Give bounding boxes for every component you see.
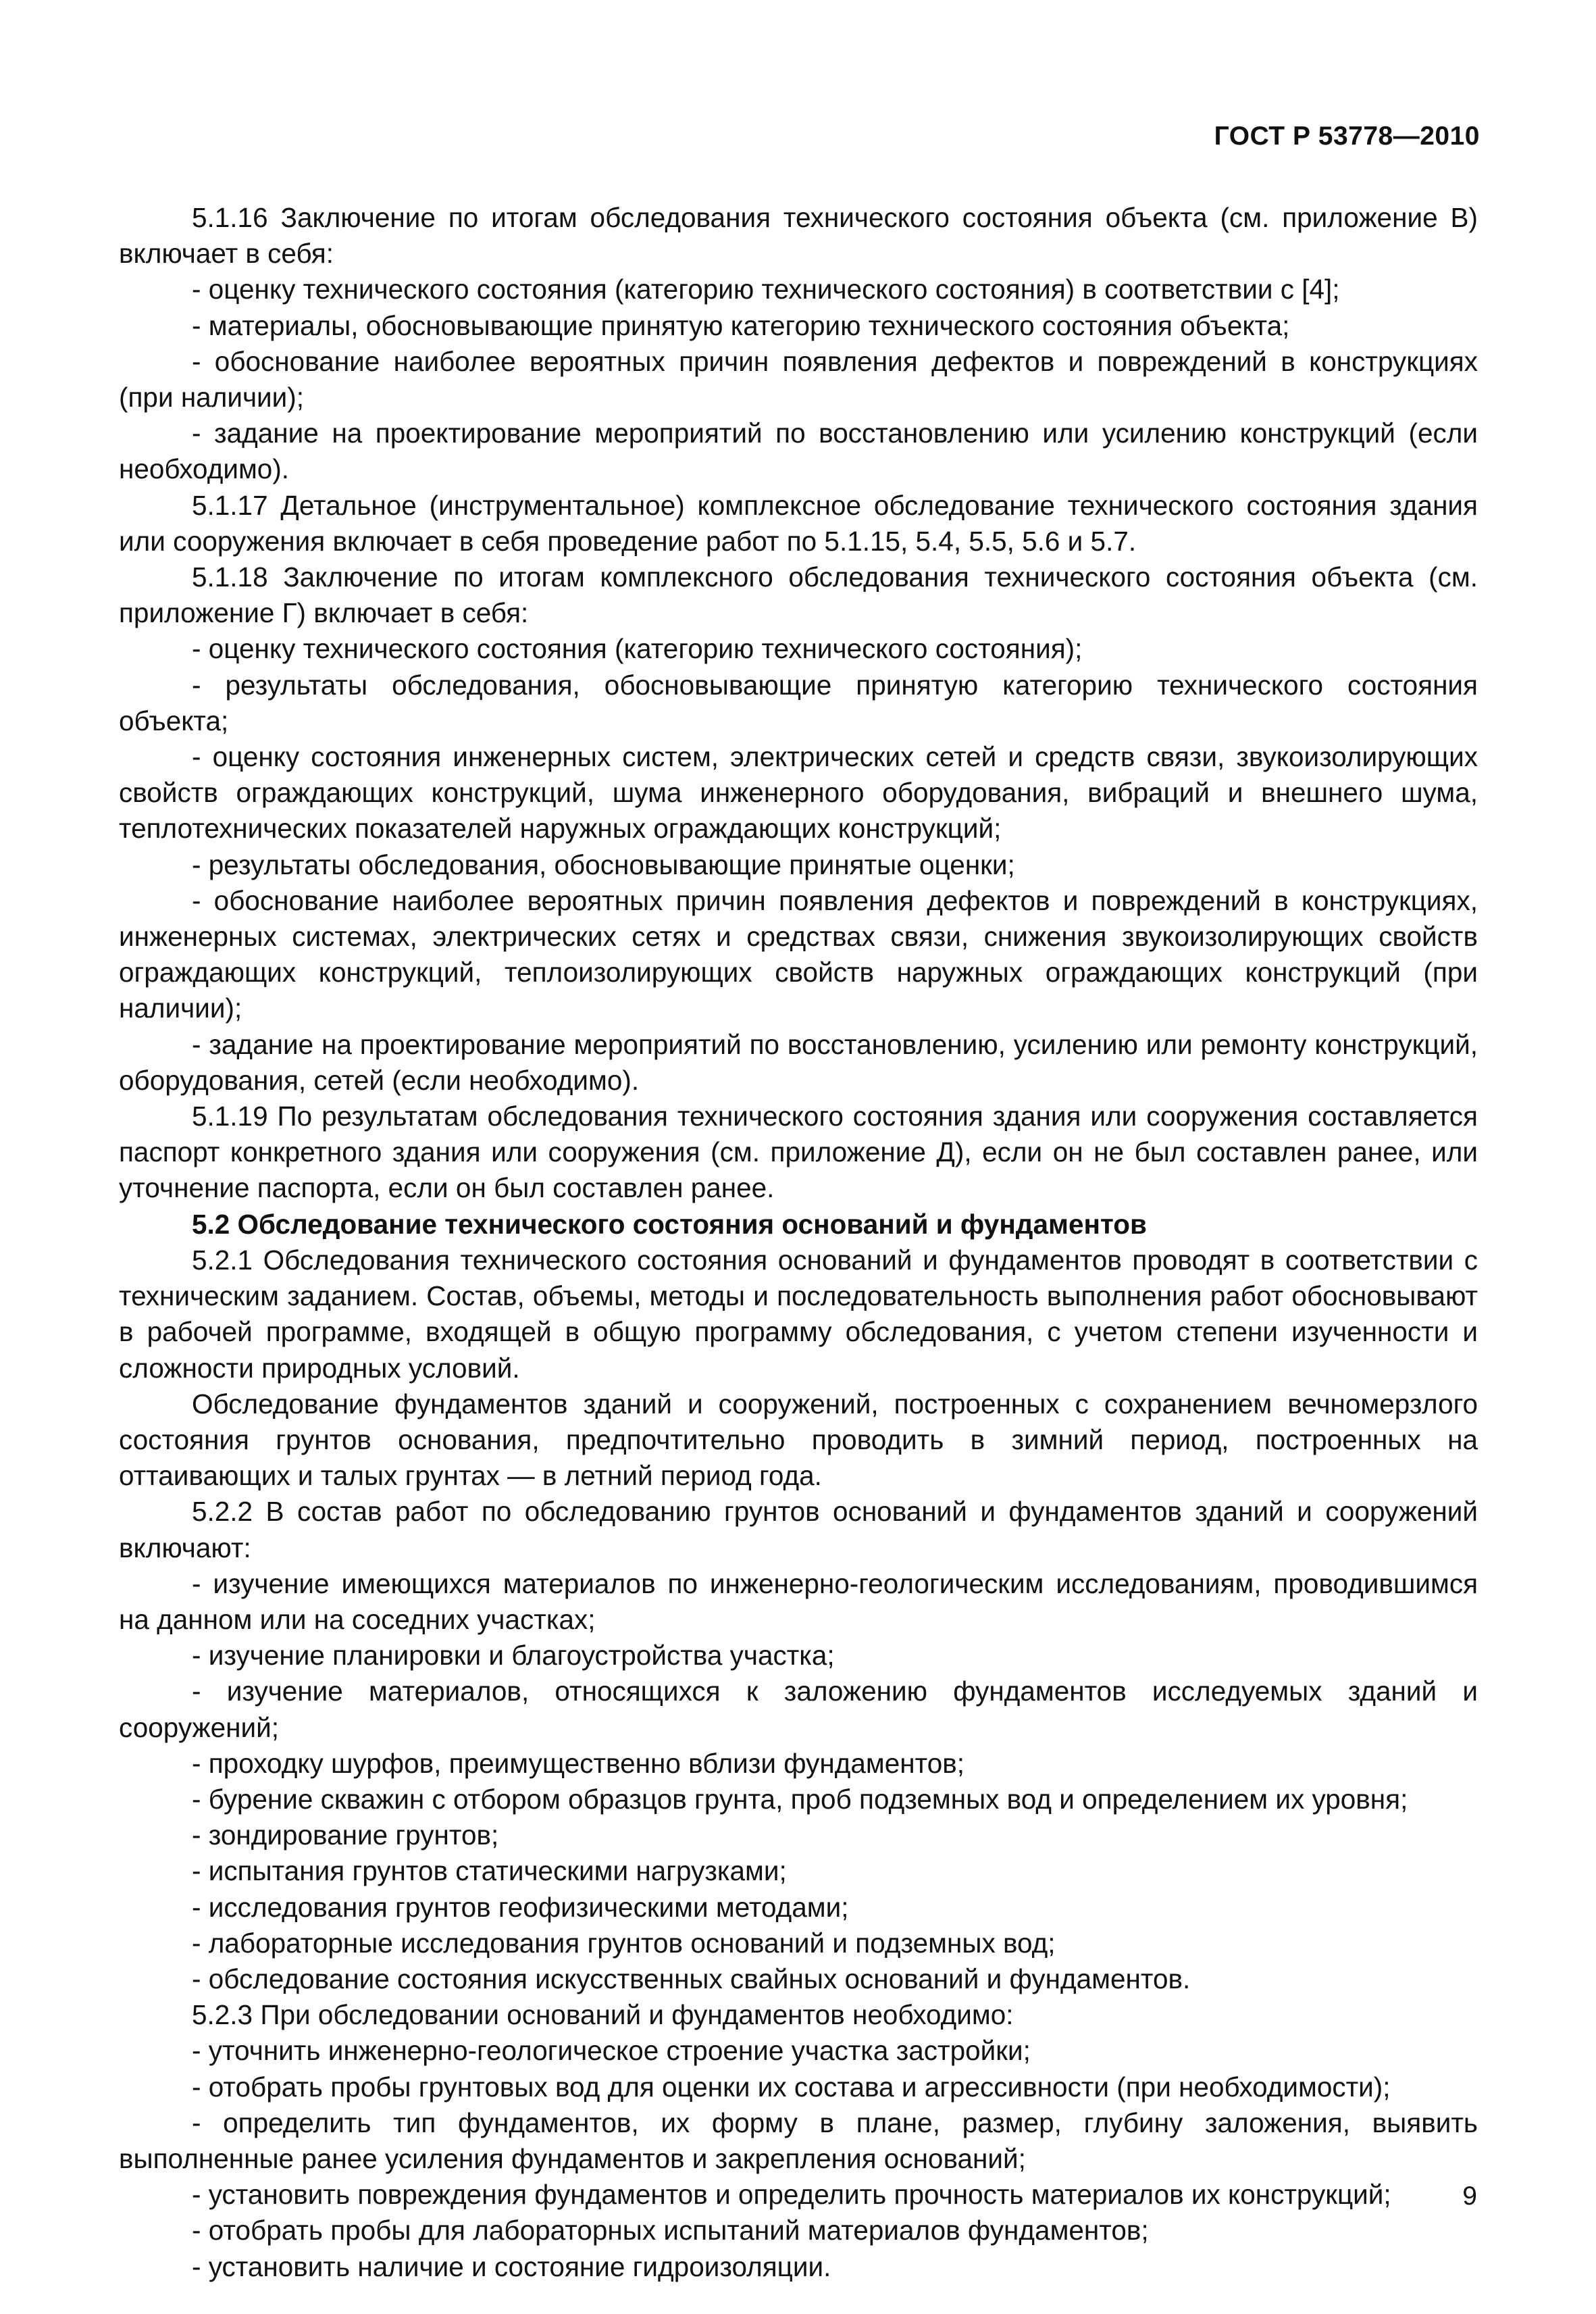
list-item: - оценку состояния инженерных систем, электрических сетей и средств связи, звукоизолирующих свойств ограждающих конструкций, шума инженерного оборудования, вибраций и внешнего шума, теплотехнических показателей наружных ограждающих конструкций; (119, 741, 1478, 845)
section-heading-5-2: 5.2 Обследование технического состояния оснований и фундаментов (192, 1208, 1147, 1240)
list-item: - отобрать пробы для лабораторных испытаний материалов фундаментов; (192, 2215, 1149, 2246)
list-item: - обоснование наиболее вероятных причин появления дефектов и повреждений в конструкциях (при наличии); (119, 345, 1478, 413)
paragraph: Обследование фундаментов зданий и сооружений, построенных с сохранением вечномерзлого состояния грунтов основания, предпочтительно проводить в зимний период, построенных на оттаивающих и талых грунтах — в летний период года. (119, 1388, 1478, 1492)
list-item: - обоснование наиболее вероятных причин появления дефектов и повреждений в конструкциях, инженерных системах, электрических сетях и средствах связи, снижения звукоизолирующих свойств ограждающих конструкций, теплоизолирующих свойств наружных ограждающих конструкций (при наличии); (119, 884, 1478, 1024)
list-item: - изучение имеющихся материалов по инженерно-геологическим исследованиям, проводившимся на данном или на соседних участках; (119, 1567, 1478, 1635)
list-item: - определить тип фундаментов, их форму в плане, размер, глубину заложения, выявить выполненные ранее усиления фундаментов и закрепления оснований; (119, 2107, 1478, 2174)
list-item: - установить повреждения фундаментов и определить прочность материалов их конструкций; (192, 2179, 1391, 2211)
paragraph-5-1-17: 5.1.17 Детальное (инструментальное) комплексное обследование технического состояния здания или сооружения включает в себя проведение работ по 5.1.15, 5.4, 5.5, 5.6 и 5.7. (119, 489, 1478, 557)
paragraph-5-2-2: 5.2.2 В состав работ по обследованию грунтов оснований и фундаментов зданий и сооружений включают: (119, 1496, 1478, 1563)
list-item: - зондирование грунтов; (192, 1819, 499, 1851)
list-item: - бурение скважин с отбором образцов грунта, проб подземных вод и определением их уровня; (192, 1783, 1408, 1815)
list-item: - материалы, обосновывающие принятую категорию технического состояния объекта; (192, 309, 1290, 341)
list-item: - обследование состояния искусственных свайных оснований и фундаментов. (192, 1963, 1191, 1994)
list-item: - задание на проектирование мероприятий по восстановлению или усилению конструкций (если необходимо). (119, 418, 1478, 485)
page-number: 9 (1462, 2182, 1477, 2211)
list-item: - установить наличие и состояние гидроизоляции. (192, 2250, 831, 2282)
list-item: - изучение планировки и благоустройства участка; (192, 1640, 835, 1671)
list-item: - лабораторные исследования грунтов оснований и подземных вод; (192, 1927, 1056, 1959)
list-item: - результаты обследования, обосновывающие принятую категорию технического состояния объекта; (119, 669, 1478, 736)
document-body (119, 200, 1478, 2285)
list-item: - оценку технического состояния (категорию технического состояния) в соответствии с [4]; (192, 274, 1340, 305)
list-item: - оценку технического состояния (категорию технического состояния); (192, 633, 1083, 665)
list-item: - изучение материалов, относящихся к заложению фундаментов исследуемых зданий и сооружений; (119, 1676, 1478, 1743)
list-item: - исследования грунтов геофизическими методами; (192, 1891, 849, 1923)
list-item: - испытания грунтов статическими нагрузками; (192, 1855, 787, 1887)
paragraph-5-1-19: 5.1.19 По результатам обследования технического состояния здания или сооружения составляется паспорт конкретного здания или сооружения (см. приложение Д), если он не был составлен ранее, или уточнение паспорта, если он был составлен ранее. (119, 1101, 1478, 1204)
paragraph-5-1-16: 5.1.16 Заключение по итогам обследования технического состояния объекта (см. приложение В) включает в себя: (119, 202, 1478, 270)
paragraph-5-1-18: 5.1.18 Заключение по итогам комплексного обследования технического состояния объекта (см. приложение Г) включает в себя: (119, 561, 1478, 629)
paragraph-5-2-1: 5.2.1 Обследования технического состояния оснований и фундаментов проводят в соответствии с техническим заданием. Состав, объемы, методы и последовательность выполнения работ обосновывают в рабочей программе, входящей в общую программу обследования, с учетом степени изученности и сложности природных условий. (119, 1244, 1478, 1384)
list-item: - отобрать пробы грунтовых вод для оценки их состава и агрессивности (при необходимости); (192, 2071, 1391, 2103)
paragraph-5-2-3: 5.2.3 При обследовании оснований и фундаментов необходимо: (192, 1999, 1014, 2031)
list-item: - результаты обследования, обосновывающие принятые оценки; (192, 849, 1015, 880)
list-item: - задание на проектирование мероприятий по восстановлению, усилению или ремонту конструкций, оборудования, сетей (если необходимо). (119, 1028, 1478, 1096)
document-header-code: ГОСТ Р 53778—2010 (1214, 122, 1480, 151)
list-item: - уточнить инженерно-геологическое строение участка застройки; (192, 2035, 1031, 2067)
list-item: - проходку шурфов, преимущественно вблизи фундаментов; (192, 1747, 965, 1779)
